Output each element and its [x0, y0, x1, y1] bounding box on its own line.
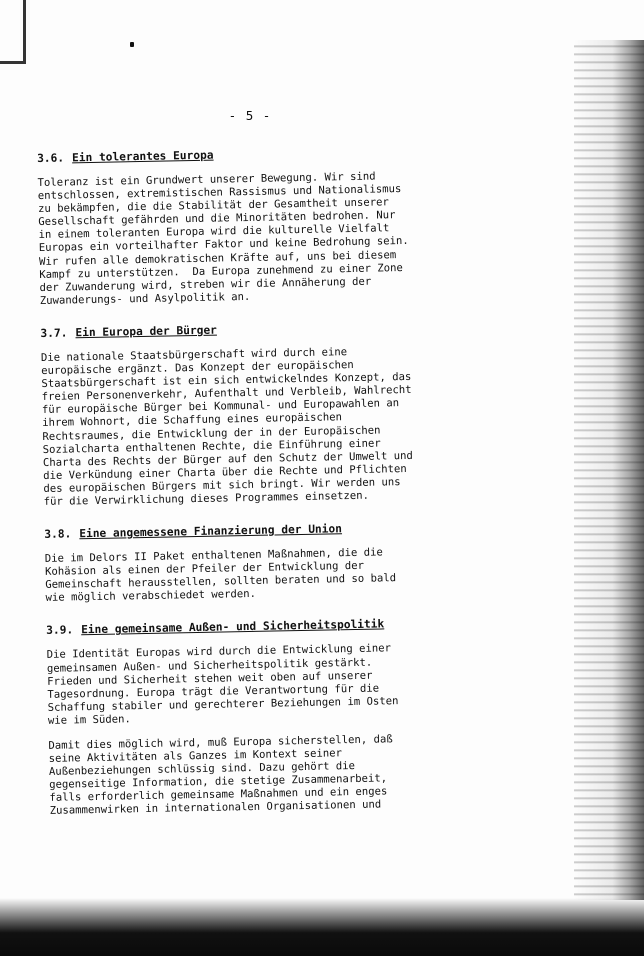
section-number: 3.7. — [40, 326, 68, 340]
section-heading — [40, 319, 470, 340]
section-3-6 — [37, 144, 470, 308]
section-3-8 — [44, 520, 475, 606]
section-number: 3.6. — [37, 151, 65, 165]
section-heading — [44, 520, 474, 541]
paragraph: Die Identität Europas wird durch die Entwicklung einer gemeinsamen Außen- und Sicherheitspolitik gestärkt. Frieden und Sicherheit stehen weit oben auf unserer Tagesordnung. Europa trägt die Verantwortung für die Schaffung stabiler und gerechterer Beziehungen im Osten wie im Süden. — [46, 642, 399, 727]
scan-speck — [130, 42, 134, 47]
section-3-9 — [46, 616, 480, 818]
paragraph: Toleranz ist ein Grundwert unserer Bewegung. Wir sind entschlossen, extremistischen Rassismus und Nationalismus zu bekämpfen, die die Stabilität der Gesamtheit unserer Gesellschaft gefährden und die Minoritäten bedrohen. Nur in einem toleranten Europa wird die kulturelle Vielfalt Europas ein vorteilhafter Faktor und keine Bedrohung sein. Wir rufen alle demokratischen Kräfte auf, uns bei diesem Kampf zu unterstützen. Da Europa zunehmend zu einer Zone der Zuwanderung wird, streben wir die Annäherung der Zuwanderungs- und Asylpolitik an. — [37, 170, 409, 307]
scan-edge-shadow-right — [574, 40, 644, 900]
section-heading — [46, 616, 476, 637]
section-3-7 — [40, 319, 473, 509]
scan-edge-shadow-bottom — [0, 898, 644, 956]
paragraph: Damit dies möglich wird, muß Europa sicherstellen, daß seine Aktivitäten als Ganzes im Kontext seiner Außenbeziehungen schlüssig sind. Dazu gehört die gegenseitige Information, die stetige Zusammenarbeit, falls erforderlich gemeinsame Maßnahmen und ein enges Zusammenwirken in internationalen Organisationen und — [48, 733, 393, 818]
document-body — [37, 144, 480, 838]
section-title: Eine gemeinsame Außen- und Sicherheitspolitik — [81, 617, 385, 637]
scan-corner-mark — [0, 0, 26, 64]
section-number: 3.8. — [44, 527, 72, 541]
section-heading — [37, 144, 467, 165]
section-title: Ein tolerantes Europa — [71, 148, 214, 165]
section-title: Ein Europa der Bürger — [75, 323, 217, 340]
section-title: Eine angemessene Finanzierung der Union — [79, 522, 343, 541]
page-number: - 5 - — [228, 108, 272, 123]
paragraph: Die im Delors II Paket enthaltenen Maßnahmen, die die Kohäsion als einen der Pfeiler der Entwicklung der Gemeinschaft herausstellen, sollten beraten und so bald wie möglich verabschiedet werden. — [44, 546, 397, 605]
paragraph: Die nationale Staatsbürgerschaft wird durch eine europäische ergänzt. Das Konzept der europäischen Staatsbürgerschaft ist ein sich entwickelndes Konzept, das freien Personenverkehr, Aufenthalt und Verbleib, Wahlrecht für europäische Bürger bei Kommunal- und Europawahlen an ihrem Wohnort, die Schaffung eines europäischen Rechtsraumes, die Entwicklung der in der Europäischen Sozialcharta enthaltenen Rechte, die Einführung einer Charta des Rechts der Bürger auf den Schutz der Umwelt und die Verkündung einer Charta über die Rechte und Pflichten des europäischen Bürgers mit sich bringt. Wir werden uns für die Verwirklichung dieses Programmes einsetzen. — [40, 346, 413, 508]
section-number: 3.9. — [46, 623, 74, 638]
